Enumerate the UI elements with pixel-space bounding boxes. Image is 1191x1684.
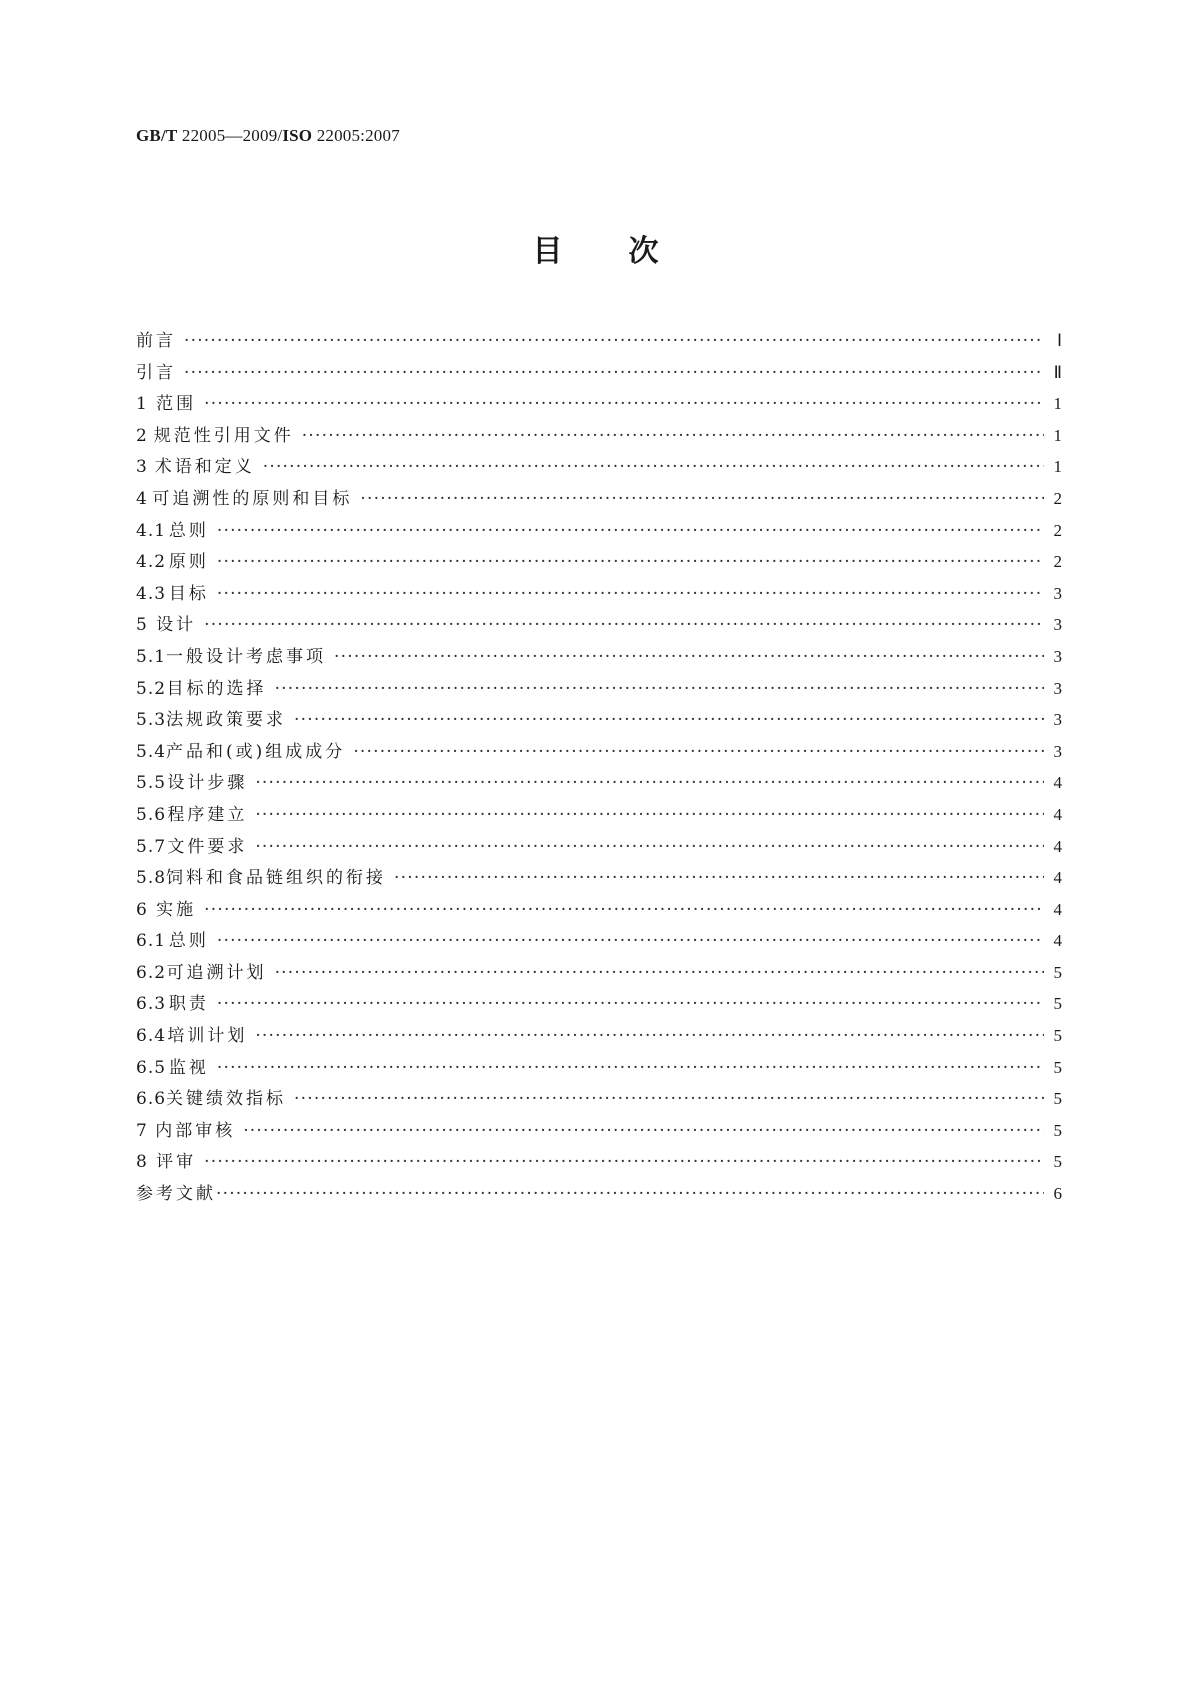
- toc-entry-label: 设计: [156, 615, 197, 636]
- toc-dot-leader: [204, 615, 1044, 635]
- toc-entry[interactable]: [136, 863, 1062, 895]
- toc-entry[interactable]: [136, 832, 1062, 864]
- toc-entry-label: 一般设计考虑事项: [166, 646, 327, 667]
- toc-entry-page: 4: [1053, 899, 1062, 919]
- toc-entry[interactable]: [136, 547, 1062, 579]
- toc-entry[interactable]: [136, 674, 1062, 706]
- document-standard-number: [136, 126, 400, 146]
- toc-dot-leader: [217, 931, 1044, 951]
- toc-entry-label: 目标的选择: [166, 678, 267, 699]
- toc-entry-number: 5.2: [136, 678, 167, 699]
- toc-entry-label: 总则: [168, 931, 209, 952]
- toc-entry[interactable]: [136, 452, 1062, 484]
- toc-entry-label: 目标: [168, 583, 209, 604]
- toc-entry[interactable]: [136, 421, 1062, 453]
- table-of-contents: [136, 326, 1062, 1211]
- toc-entry-label: 可追溯计划: [166, 962, 267, 983]
- toc-entry-number: 2: [136, 425, 148, 446]
- toc-entry[interactable]: [136, 358, 1062, 390]
- toc-entry[interactable]: [136, 1147, 1062, 1179]
- toc-entry-number: 5.5: [136, 773, 167, 794]
- toc-entry-page: 2: [1053, 520, 1062, 540]
- standard-prefix: GB/T: [136, 126, 178, 145]
- toc-entry[interactable]: [136, 516, 1062, 548]
- toc-entry-label: 设计步骤: [167, 773, 248, 794]
- toc-entry-label: 法规政策要求: [166, 710, 287, 731]
- toc-entry-page: 2: [1053, 552, 1062, 572]
- toc-dot-leader: [294, 1089, 1044, 1109]
- toc-dot-leader: [217, 994, 1044, 1014]
- toc-entry[interactable]: [136, 895, 1062, 927]
- toc-entry[interactable]: [136, 1053, 1062, 1085]
- toc-entry[interactable]: [136, 484, 1062, 516]
- toc-entry-page: 3: [1053, 646, 1062, 666]
- toc-dot-leader: [275, 679, 1044, 699]
- toc-entry-page: 2: [1053, 488, 1062, 508]
- toc-entry-label: 参考文献: [136, 1184, 216, 1205]
- toc-dot-leader: [394, 868, 1044, 888]
- toc-dot-leader: [217, 521, 1044, 541]
- toc-dot-leader: [204, 900, 1044, 920]
- toc-entry[interactable]: [136, 768, 1062, 800]
- toc-entry-number: 6.2: [136, 962, 167, 983]
- toc-dot-leader: [275, 963, 1044, 983]
- toc-entry-label: 监视: [168, 1057, 209, 1078]
- toc-dot-leader: [255, 773, 1044, 793]
- toc-entry[interactable]: [136, 1021, 1062, 1053]
- toc-entry[interactable]: [136, 989, 1062, 1021]
- toc-entry-label: 引言: [136, 362, 176, 383]
- toc-dot-leader: [294, 710, 1044, 730]
- toc-entry-page: 5: [1053, 1026, 1062, 1046]
- toc-entry-number: 3: [136, 457, 148, 478]
- toc-entry-label: 可追溯性的原则和目标: [152, 488, 353, 509]
- toc-dot-leader: [184, 331, 1044, 351]
- toc-entry-page: 4: [1053, 931, 1062, 951]
- toc-entry[interactable]: [136, 610, 1062, 642]
- toc-entry-number: 6.6: [136, 1089, 167, 1110]
- toc-entry-page: 1: [1053, 425, 1062, 445]
- toc-title-part2: 次: [628, 234, 659, 269]
- toc-entry[interactable]: [136, 389, 1062, 421]
- toc-entry-page: 3: [1053, 678, 1062, 698]
- toc-entry[interactable]: [136, 326, 1062, 358]
- toc-entry-number: 4.2: [136, 552, 167, 573]
- toc-title: [0, 226, 1191, 270]
- toc-entry-page: 5: [1053, 1057, 1062, 1077]
- toc-dot-leader: [255, 837, 1044, 857]
- toc-entry[interactable]: [136, 705, 1062, 737]
- toc-entry-label: 规范性引用文件: [153, 425, 294, 446]
- toc-entry-label: 原则: [168, 552, 209, 573]
- toc-entry-page: 4: [1053, 868, 1062, 888]
- iso-number: 22005:2007: [316, 126, 400, 145]
- toc-entry-number: 6.5: [136, 1057, 167, 1078]
- toc-dot-leader: [334, 647, 1044, 667]
- toc-entry-number: 5.8: [136, 868, 167, 889]
- toc-entry-page: 3: [1053, 615, 1062, 635]
- toc-entry-number: 5.1: [136, 646, 167, 667]
- toc-entry-number: 5.4: [136, 741, 167, 762]
- toc-entry-page: 5: [1053, 962, 1062, 982]
- toc-entry[interactable]: [136, 579, 1062, 611]
- toc-entry-number: 8: [136, 1152, 148, 1173]
- toc-entry[interactable]: [136, 1116, 1062, 1148]
- toc-entry[interactable]: [136, 926, 1062, 958]
- toc-entry-label: 范围: [156, 394, 197, 415]
- toc-dot-leader: [217, 584, 1044, 604]
- toc-title-part1: 目: [532, 234, 563, 269]
- toc-entry[interactable]: [136, 642, 1062, 674]
- toc-entry-page: Ⅰ: [1056, 331, 1062, 350]
- toc-entry-label: 总则: [168, 520, 209, 541]
- toc-entry-page: 4: [1053, 804, 1062, 824]
- toc-entry-number: 5.3: [136, 710, 167, 731]
- toc-dot-leader: [263, 457, 1044, 477]
- toc-entry[interactable]: [136, 1179, 1062, 1211]
- toc-entry-page: 3: [1053, 583, 1062, 603]
- toc-dot-leader: [243, 1121, 1044, 1141]
- toc-entry[interactable]: [136, 1084, 1062, 1116]
- toc-dot-leader: [204, 1152, 1044, 1172]
- toc-entry-number: 6.1: [136, 931, 167, 952]
- toc-entry-label: 职责: [168, 994, 209, 1015]
- toc-entry-page: 4: [1053, 773, 1062, 793]
- toc-dot-leader: [217, 1058, 1044, 1078]
- toc-entry-number: 6.4: [136, 1026, 167, 1047]
- toc-dot-leader: [302, 426, 1044, 446]
- toc-entry-page: 6: [1053, 1184, 1062, 1204]
- toc-entry-label: 饲料和食品链组织的衔接: [166, 868, 387, 889]
- toc-dot-leader: [353, 742, 1044, 762]
- toc-entry-label: 关键绩效指标: [166, 1089, 287, 1110]
- toc-entry-number: 7: [136, 1120, 148, 1141]
- toc-entry[interactable]: [136, 800, 1062, 832]
- toc-entry-label: 程序建立: [167, 804, 248, 825]
- toc-dot-leader: [204, 394, 1044, 414]
- toc-entry-page: 4: [1053, 836, 1062, 856]
- toc-entry-number: 4.3: [136, 583, 167, 604]
- toc-dot-leader: [217, 552, 1044, 572]
- toc-entry-page: Ⅱ: [1053, 362, 1062, 382]
- toc-entry-page: 1: [1053, 394, 1062, 414]
- toc-entry-page: 5: [1053, 1089, 1062, 1109]
- toc-entry-label: 培训计划: [167, 1026, 248, 1047]
- toc-entry-number: 1: [136, 394, 148, 415]
- toc-entry[interactable]: [136, 737, 1062, 769]
- toc-entry[interactable]: [136, 958, 1062, 990]
- toc-entry-number: 4.1: [136, 520, 167, 541]
- toc-entry-number: 5: [136, 615, 148, 636]
- toc-entry-label: 文件要求: [167, 836, 248, 857]
- toc-entry-label: 产品和(或)组成成分: [166, 741, 346, 762]
- standard-number: 22005—2009/: [181, 126, 283, 145]
- toc-entry-label: 术语和定义: [154, 457, 255, 478]
- toc-entry-page: 5: [1053, 994, 1062, 1014]
- toc-entry-page: 3: [1053, 741, 1062, 761]
- toc-entry-label: 评审: [156, 1152, 197, 1173]
- toc-dot-leader: [360, 489, 1044, 509]
- toc-entry-page: 5: [1053, 1152, 1062, 1172]
- toc-entry-label: 实施: [156, 899, 197, 920]
- toc-dot-leader: [216, 1184, 1044, 1204]
- iso-prefix: ISO: [282, 126, 313, 145]
- toc-entry-number: 6: [136, 899, 148, 920]
- toc-entry-page: 1: [1053, 457, 1062, 477]
- toc-dot-leader: [255, 805, 1044, 825]
- toc-entry-label: 内部审核: [155, 1120, 236, 1141]
- toc-entry-number: 5.6: [136, 804, 167, 825]
- toc-entry-number: 4: [136, 488, 148, 509]
- toc-entry-page: 3: [1053, 710, 1062, 730]
- toc-dot-leader: [255, 1026, 1044, 1046]
- toc-entry-label: 前言: [136, 331, 176, 351]
- toc-dot-leader: [184, 363, 1044, 383]
- toc-entry-page: 5: [1053, 1120, 1062, 1140]
- toc-entry-number: 5.7: [136, 836, 167, 857]
- toc-entry-number: 6.3: [136, 994, 167, 1015]
